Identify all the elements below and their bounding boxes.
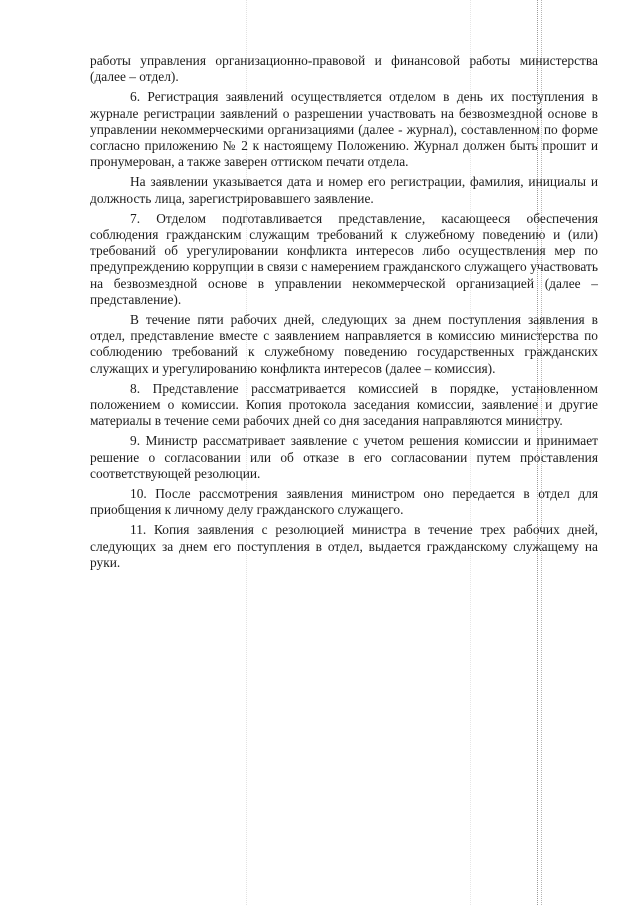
paragraph-continuation: работы управления организационно-правовой и финансовой работы министерства (далее – отдел). [90,53,598,85]
paragraph-item-7: 7. Отделом подготавливается представление, касающееся обеспечения соблюдения гражданским служащим требований к служебному поведению и (или) требований об урегулировании конфликта интересов либо осуществления мер по предупреждению коррупции в связи с намерением гражданского служащего участвовать на безвозмездной основе в управлении некоммерческой организацией (далее – представление). [90,210,598,307]
paragraph-item-9: 9. Министр рассматривает заявление с учетом решения комиссии и принимает решение о согласовании или об отказе в его согласовании путем проставления соответствующей резолюции. [90,433,598,481]
paragraph-registration-details: На заявлении указывается дата и номер его регистрации, фамилия, инициалы и должность лица, зарегистрировавшего заявление. [90,174,598,206]
paragraph-item-10: 10. После рассмотрения заявления министром оно передается в отдел для приобщения к личному делу гражданского служащего. [90,486,598,518]
paragraph-item-8: 8. Представление рассматривается комиссией в порядке, установленном положением о комиссии. Копия протокола заседания комиссии, заявление и другие материалы в течение семи рабочих дней со дня заседания направляются министру. [90,380,598,429]
document-body [90,53,598,575]
paragraph-item-6: 6. Регистрация заявлений осуществляется отделом в день их поступления в журнале регистрации заявлений о разрешении участвовать на безвозмездной основе в управлении некоммерческими организациями (далее - журнал), составленном по форме согласно приложению № 2 к настоящему Положению. Журнал должен быть прошит и пронумерован, а также заверен оттиском печати отдела. [90,89,598,170]
paragraph-item-11: 11. Копия заявления с резолюцией министра в течение трех рабочих дней, следующих за днем его поступления в отдел, выдается гражданскому служащему на руки. [90,522,598,570]
paragraph-five-days: В течение пяти рабочих дней, следующих за днем поступления заявления в отдел, представление вместе с заявлением направляется в комиссию министерства по соблюдению требований к служебному поведению государственных гражданских служащих и урегулированию конфликта интересов (далее – комиссия). [90,312,598,376]
